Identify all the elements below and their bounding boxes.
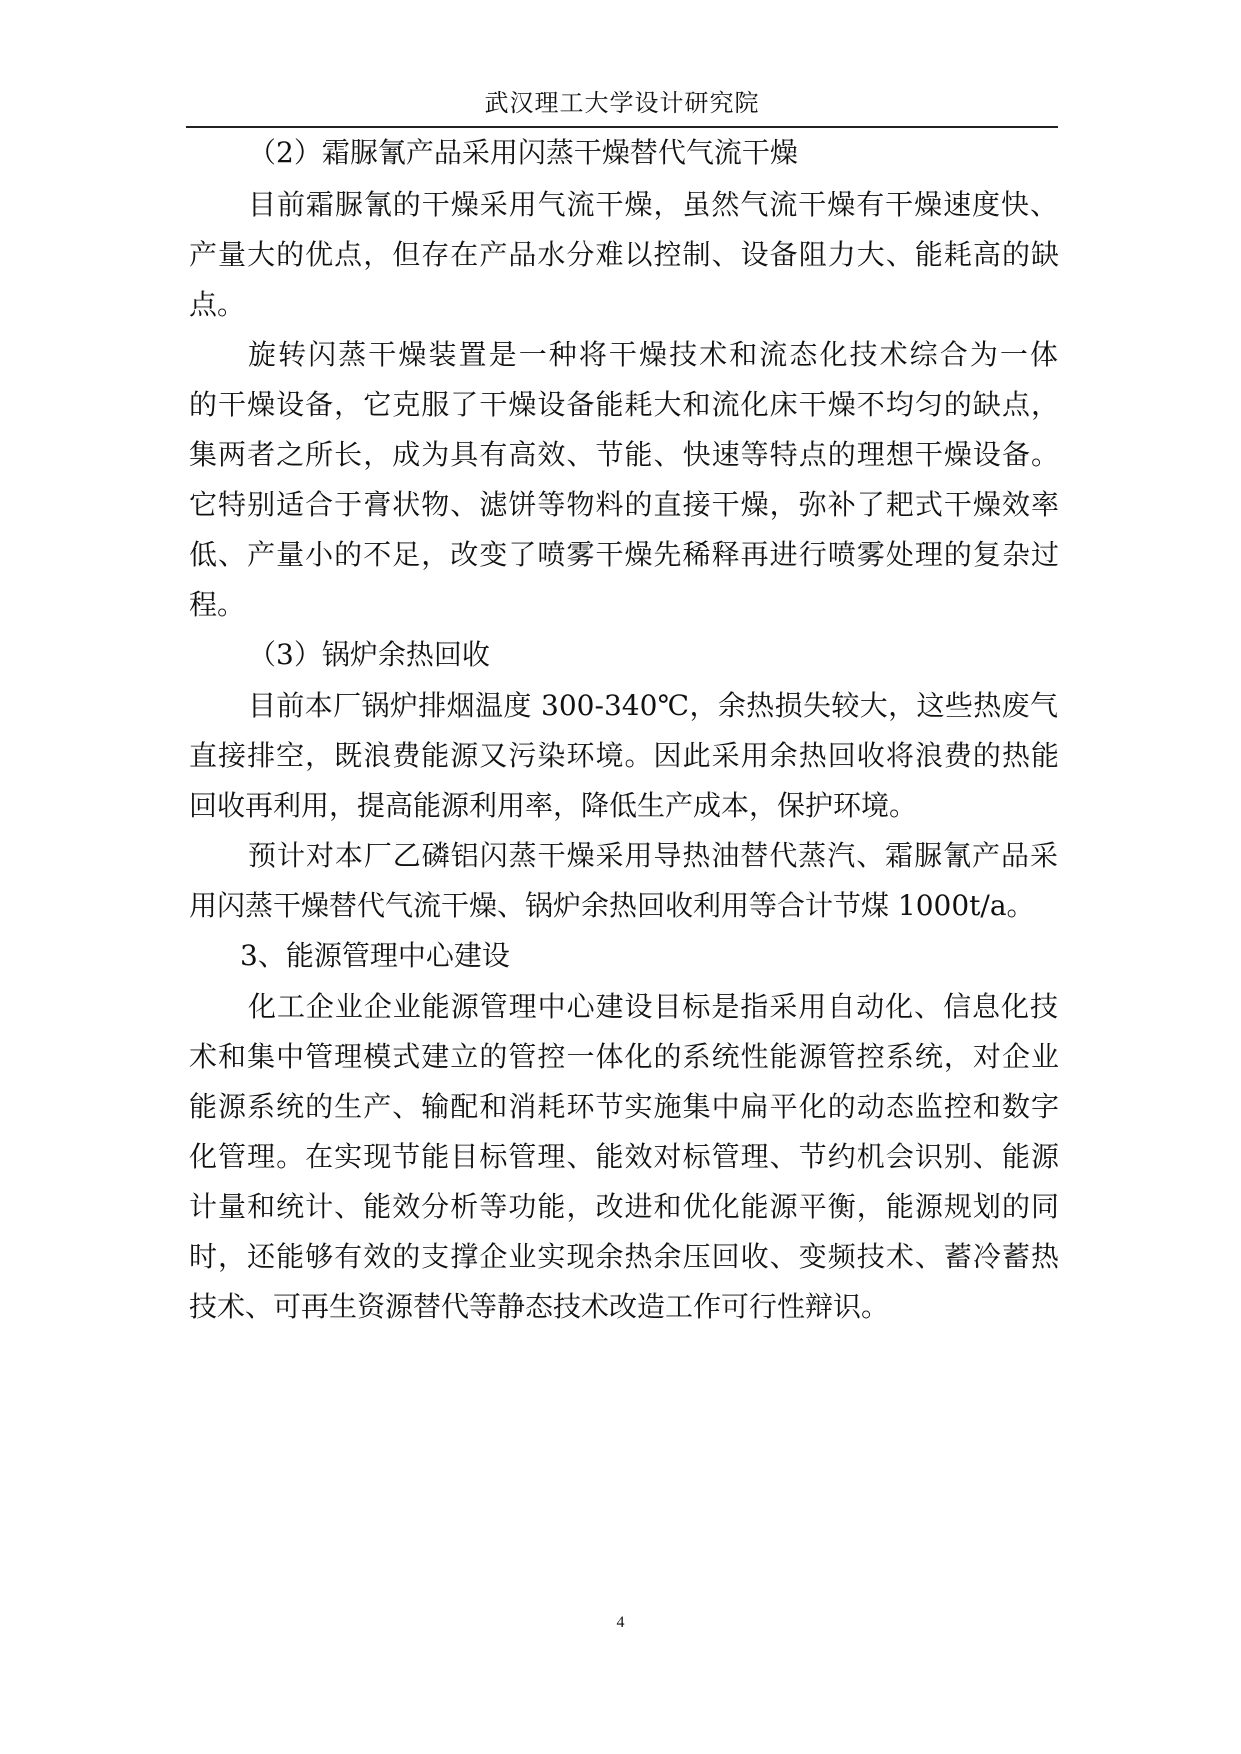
paragraph-line: 点。 [189,288,246,321]
paragraph-line: 低、产量小的不足，改变了喷雾干燥先稀释再进行喷雾处理的复杂过 [189,538,1059,571]
paragraph-line: 计量和统计、能效分析等功能，改进和优化能源平衡，能源规划的同 [189,1190,1059,1223]
paragraph-line: 用闪蒸干燥替代气流干燥、锅炉余热回收利用等合计节煤 1000t/a。 [189,889,1035,922]
paragraph-line: 时，还能够有效的支撑企业实现余热余压回收、变频技术、蓄冷蓄热 [189,1240,1059,1273]
paragraph-line: 术和集中管理模式建立的管控一体化的系统性能源管控系统，对企业 [189,1040,1059,1073]
section-heading: 3、能源管理中心建设 [240,939,510,972]
paragraph-line: 目前霜脲氰的干燥采用气流干燥，虽然气流干燥有干燥速度快、 [248,188,1058,221]
paragraph-line: 化工企业企业能源管理中心建设目标是指采用自动化、信息化技 [248,990,1058,1023]
paragraph-line: 旋转闪蒸干燥装置是一种将干燥技术和流态化技术综合为一体 [248,338,1058,371]
page-header [186,88,1058,128]
paragraph-line: 目前本厂锅炉排烟温度 300-340℃，余热损失较大，这些热废气 [248,689,1058,722]
paragraph-line: 的干燥设备，它克服了干燥设备能耗大和流化床干燥不均匀的缺点， [189,388,1059,421]
header-title: 武汉理工大学设计研究院 [484,89,760,117]
paragraph-line: 它特别适合于膏状物、滤饼等物料的直接干燥，弥补了耙式干燥效率 [189,488,1059,521]
paragraph-line: 集两者之所长，成为具有高效、节能、快速等特点的理想干燥设备。 [189,438,1059,471]
paragraph-line: 产量大的优点，但存在产品水分难以控制、设备阻力大、能耗高的缺 [189,238,1059,271]
paragraph-line: 回收再利用，提高能源利用率，降低生产成本，保护环境。 [189,789,918,822]
paragraph-line: 直接排空，既浪费能源又污染环境。因此采用余热回收将浪费的热能 [189,739,1059,772]
paragraph-line: 技术、可再生资源替代等静态技术改造工作可行性辩识。 [189,1290,890,1323]
subheading-3: （3）锅炉余热回收 [248,638,490,671]
paragraph-line: 程。 [189,588,246,621]
paragraph-line: 能源系统的生产、输配和消耗环节实施集中扁平化的动态监控和数字 [189,1090,1059,1123]
subheading-2: （2）霜脲氰产品采用闪蒸干燥替代气流干燥 [248,136,798,169]
paragraph-line: 预计对本厂乙磷铝闪蒸干燥采用导热油替代蒸汽、霜脲氰产品采 [248,839,1058,872]
paragraph-line: 化管理。在实现节能目标管理、能效对标管理、节约机会识别、能源 [189,1140,1059,1173]
page-number: 4 [616,1614,625,1631]
